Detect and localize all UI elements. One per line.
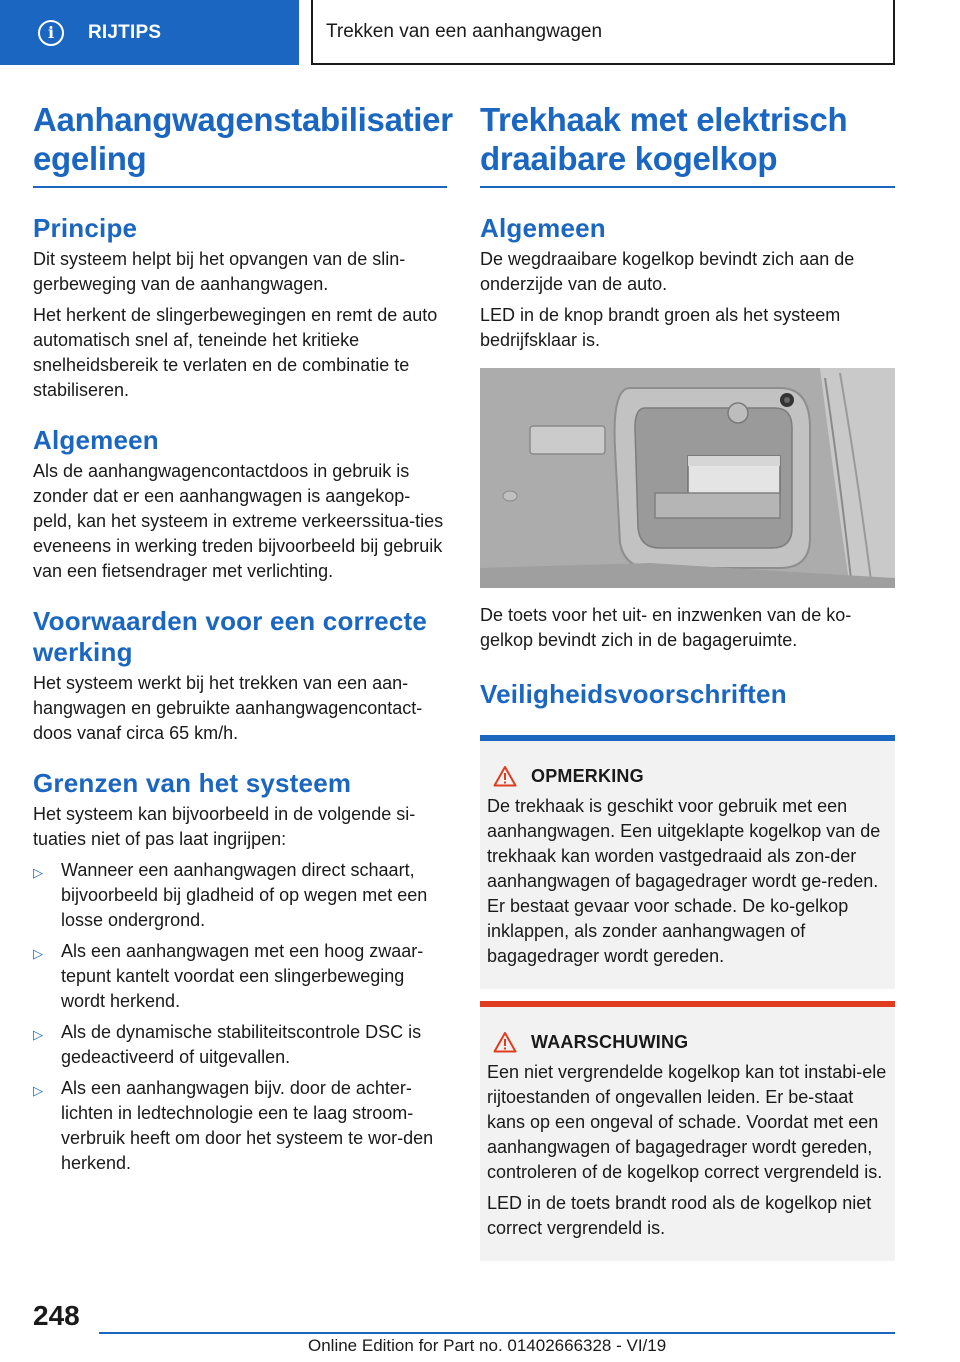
triangle-bullet-icon: ▷ [33, 1083, 43, 1098]
heading-algemeen: Algemeen [480, 213, 606, 243]
list-item: ▷ Als een aanhangwagen bijv. door de achter-lichten in ledtechnologie een te laag stroom-verbruik heeft om door het systeem te wor-den herkend. [33, 1078, 434, 1173]
list-item: ▷ Wanneer een aanhangwagen direct schaart, bijvoorbeeld bij gladheid of op wegen met een losse ondergrond. [33, 860, 428, 930]
info-icon: i [38, 20, 64, 46]
paragraph: Als de aanhangwagencontactdoos in gebruik is zonder dat er een aanhangwagen is aangekop-peld, kan het systeem in extreme verkeerssitua-ties eveneens in werking treden bijvoorbeeld bij gebruik van een fietsendrager met verlichting. [33, 461, 444, 581]
luggage-compartment-photo [480, 368, 895, 588]
paragraph: Het systeem kan bijvoorbeeld in de volgende si-tuaties niet of pas laat ingrijpen: [33, 804, 416, 849]
warning-text: Een niet vergrendelde kogelkop kan tot instabi-ele rijtoestanden of ongevallen leiden. Er be-staat kans op een ongeval of schade. Voordat met een aanhangwagen of bagagedrager wordt gereden, controleren of de kogelkop correct vergrendeld is. [487, 1062, 887, 1182]
heading-principe: Principe [33, 213, 138, 243]
list-item: ▷ Als een aanhangwagen met een hoog zwaar-tepunt kantelt voordat een slingerbeweging wordt herkend. [33, 941, 424, 1011]
chapter-title-box [311, 0, 895, 65]
edition-footer: Online Edition for Part no. 01402666328 - VI/19 [308, 1336, 667, 1355]
footer-rule [99, 1332, 895, 1334]
notice-label: OPMERKING [531, 765, 644, 786]
limitations-list [33, 858, 447, 1176]
triangle-bullet-icon: ▷ [33, 865, 43, 880]
right-column [480, 100, 895, 1261]
photo-caption: De toets voor het uit- en inzwenken van de ko-gelkop bevindt zich in de bagageruimte. [480, 605, 852, 650]
warning-label: WAARSCHUWING [531, 1031, 689, 1052]
title-rule [33, 186, 447, 188]
section-label: RIJTIPS [88, 21, 162, 43]
warning-triangle-icon [493, 765, 517, 787]
section-tab[interactable] [0, 0, 299, 65]
title-rule [480, 186, 895, 188]
section-title-towbar: Trekhaak met elektrisch draaibare kogelkop [480, 101, 848, 177]
paragraph: Het systeem werkt bij het trekken van een aan-hangwagen en gebruikte aanhangwagencontact-doos vanaf circa 65 km/h. [33, 673, 423, 743]
triangle-bullet-icon: ▷ [33, 1027, 43, 1042]
heading-veiligheid: Veiligheidsvoorschriften [480, 679, 787, 709]
section-title-stability: Aanhangwagenstabilisatier egeling [33, 101, 453, 177]
paragraph: Dit systeem helpt bij het opvangen van de slin-gerbeweging van de aanhangwagen. [33, 249, 406, 294]
paragraph: Het herkent de slingerbewegingen en remt de auto automatisch snel af, teneinde het kritieke snelheidsbereik te verlaten en de combinatie te stabiliseren. [33, 305, 438, 400]
heading-voorwaarden: Voorwaarden voor een correcte werking [33, 606, 428, 667]
triangle-bullet-icon: ▷ [33, 946, 43, 961]
heading-algemeen: Algemeen [33, 425, 159, 455]
chapter-title: Trekken van een aanhangwagen [326, 20, 603, 42]
paragraph: LED in de knop brandt groen als het systeem bedrijfsklaar is. [480, 305, 841, 350]
page-number: 248 [33, 1300, 80, 1331]
warning-text: LED in de toets brandt rood als de kogelkop niet correct vergrendeld is. [487, 1193, 872, 1238]
paragraph: De wegdraaibare kogelkop bevindt zich aan de onderzijde van de auto. [480, 249, 855, 294]
left-column [33, 100, 453, 1176]
list-item: ▷ Als de dynamische stabiliteitscontrole DSC is gedeactiveerd of uitgevallen. [33, 1022, 422, 1067]
warning-box [480, 1001, 895, 1261]
notice-text: De trekhaak is geschikt voor gebruik met een aanhangwagen. Een uitgeklapte kogelkop van de trekhaak kan worden vastgedraaid als zon-der aanhangwagen of bagagedrager wordt ge-reden. Er bestaat gevaar voor schade. De ko-gelkop inklappen, als zonder aanhangwagen of bagagedrager wordt gereden. [487, 796, 881, 966]
warning-triangle-icon [493, 1031, 517, 1053]
notice-box [480, 735, 895, 989]
heading-grenzen: Grenzen van het systeem [33, 768, 352, 798]
